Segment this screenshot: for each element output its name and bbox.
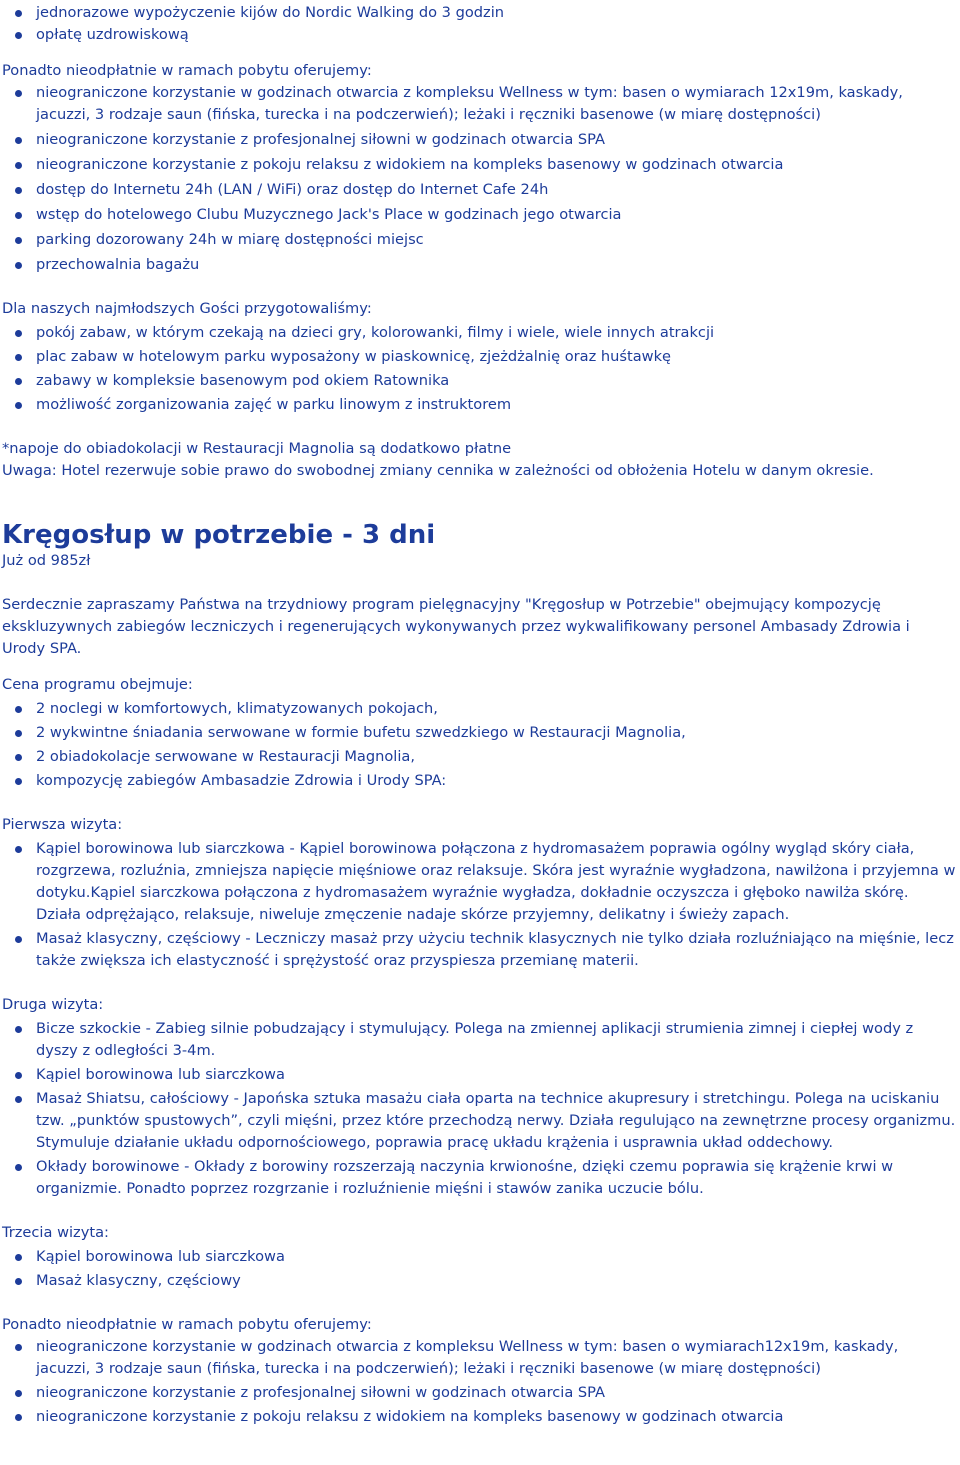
list-item: Kąpiel borowinowa lub siarczkowa [2, 1064, 956, 1086]
visit3-heading: Trzecia wizyta: [2, 1224, 109, 1241]
list-item: 2 wykwintne śniadania serwowane w formie bufetu szwedzkiego w Restauracji Magnolia, [2, 722, 956, 744]
list-item: nieograniczone korzystanie z profesjonalnej siłowni w godzinach otwarcia SPA [2, 129, 956, 151]
free-offer-list-2 [2, 1336, 956, 1428]
list-item: Masaż klasyczny, częściowy - Leczniczy masaż przy użyciu technik klasycznych nie tylko działa rozluźniająco na mięśnie, lecz także zwiększa ich elastyczność i sprężystość oraz przyspiesza przemianę materii. [2, 928, 956, 972]
list-item: nieograniczone korzystanie w godzinach otwarcia z kompleksu Wellness w tym: basen o wymiarach 12x19m, kaskady, jacuzzi, 3 rodzaje saun (fińska, turecka i na podczerwień); leżaki i ręczniki basenowe (w miarę dostępności) [2, 82, 956, 126]
list-item: zabawy w kompleksie basenowym pod okiem Ratownika [2, 370, 956, 392]
list-item: plac zabaw w hotelowym parku wyposażony w piaskownicę, zjeżdżalnię oraz huśtawkę [2, 346, 956, 368]
list-item: dostęp do Internetu 24h (LAN / WiFi) oraz dostęp do Internet Cafe 24h [2, 179, 956, 201]
package-title: Kręgosłup w potrzebie - 3 dni [2, 520, 436, 550]
list-item: jednorazowe wypożyczenie kijów do Nordic Walking do 3 godzin [2, 2, 956, 24]
package-intro: Serdecznie zapraszamy Państwa na trzydniowy program pielęgnacyjny "Kręgosłup w Potrzebie" obejmujący kompozycję ekskluzywnych zabiegów leczniczych i regenerujących wykonywanych przez wykwalifikowany personel Ambasady Zdrowia i Urody SPA. [2, 596, 910, 657]
visit1-heading: Pierwsza wizyta: [2, 816, 123, 833]
list-item: Masaż Shiatsu, całościowy - Japońska sztuka masażu ciała oparta na technice akupresury i stretchingu. Polega na uciskaniu tzw. „punktów spustowych”, czyli mięśni, przez które przechodzą nerwy. Działa regulująco na zewnętrzne procesy organizmu. Stymuluje działanie układu odpornościowego, poprawia pracę układu krążenia i usprawnia układ oddechowy. [2, 1088, 956, 1154]
kids-heading: Dla naszych najmłodszych Gości przygotowaliśmy: [2, 300, 372, 317]
list-item: nieograniczone korzystanie z pokoju relaksu z widokiem na kompleks basenowy w godzinach otwarcia [2, 154, 956, 176]
list-item: nieograniczone korzystanie z pokoju relaksu z widokiem na kompleks basenowy w godzinach otwarcia [2, 1406, 956, 1428]
list-item: kompozycję zabiegów Ambasadzie Zdrowia i Urody SPA: [2, 770, 956, 792]
visit1-list [2, 838, 956, 972]
free-offer-list [2, 82, 956, 276]
list-item: Bicze szkockie - Zabieg silnie pobudzający i stymulujący. Polega na zmiennej aplikacji strumienia zimnej i ciepłej wody z dyszy z odległości 3-4m. [2, 1018, 956, 1062]
list-item: wstęp do hotelowego Clubu Muzycznego Jack's Place w godzinach jego otwarcia [2, 204, 956, 226]
list-item: nieograniczone korzystanie z profesjonalnej siłowni w godzinach otwarcia SPA [2, 1382, 956, 1404]
kids-list [2, 322, 956, 416]
package-price: Już od 985zł [2, 552, 91, 569]
visit3-list [2, 1246, 956, 1292]
includes-list [2, 698, 956, 792]
includes-heading: Cena programu obejmuje: [2, 676, 193, 693]
list-item: 2 obiadokolacje serwowane w Restauracji Magnolia, [2, 746, 956, 768]
included-list-top [2, 2, 956, 46]
list-item: możliwość zorganizowania zajęć w parku linowym z instruktorem [2, 394, 956, 416]
list-item: Kąpiel borowinowa lub siarczkowa - Kąpiel borowinowa połączona z hydromasażem poprawia ogólny wygląd skóry ciała, rozgrzewa, rozluźnia, zmniejsza napięcie mięśniowe oraz relaksuje. Skóra jest wyraźnie wygładzona, nawilżona i przyjemna w dotyku.Kąpiel siarczkowa połączona z hydromasażem wyraźnie wygładza, dokładnie oczyszcza i głęboko nawilża skórę. Działa odprężająco, relaksuje, niweluje zmęczenie nadaje skórze przyjemny, delikatny i świeży zapach. [2, 838, 956, 926]
free-offer-heading: Ponadto nieodpłatnie w ramach pobytu oferujemy: [2, 62, 372, 79]
visit2-heading: Druga wizyta: [2, 996, 104, 1013]
list-item: przechowalnia bagażu [2, 254, 956, 276]
price-change-note: Uwaga: Hotel rezerwuje sobie prawo do swobodnej zmiany cennika w zależności od obłożenia Hotelu w danym okresie. [2, 462, 874, 479]
free-offer-heading-2: Ponadto nieodpłatnie w ramach pobytu oferujemy: [2, 1316, 372, 1333]
list-item: Okłady borowinowe - Okłady z borowiny rozszerzają naczynia krwionośne, dzięki czemu poprawia się krążenie krwi w organizmie. Ponadto poprzez rozgrzanie i rozluźnienie mięśni i stawów zanika uczucie bólu. [2, 1156, 956, 1200]
list-item: pokój zabaw, w którym czekają na dzieci gry, kolorowanki, filmy i wiele, wiele innych atrakcji [2, 322, 956, 344]
list-item: opłatę uzdrowiskową [2, 24, 956, 46]
list-item: parking dozorowany 24h w miarę dostępności miejsc [2, 229, 956, 251]
visit2-list [2, 1018, 956, 1200]
list-item: Kąpiel borowinowa lub siarczkowa [2, 1246, 956, 1268]
drinks-note: *napoje do obiadokolacji w Restauracji Magnolia są dodatkowo płatne [2, 440, 512, 457]
list-item: 2 noclegi w komfortowych, klimatyzowanych pokojach, [2, 698, 956, 720]
list-item: Masaż klasyczny, częściowy [2, 1270, 956, 1292]
list-item: nieograniczone korzystanie w godzinach otwarcia z kompleksu Wellness w tym: basen o wymiarach12x19m, kaskady, jacuzzi, 3 rodzaje saun (fińska, turecka i na podczerwień); leżaki i ręczniki basenowe (w miarę dostępności) [2, 1336, 956, 1380]
